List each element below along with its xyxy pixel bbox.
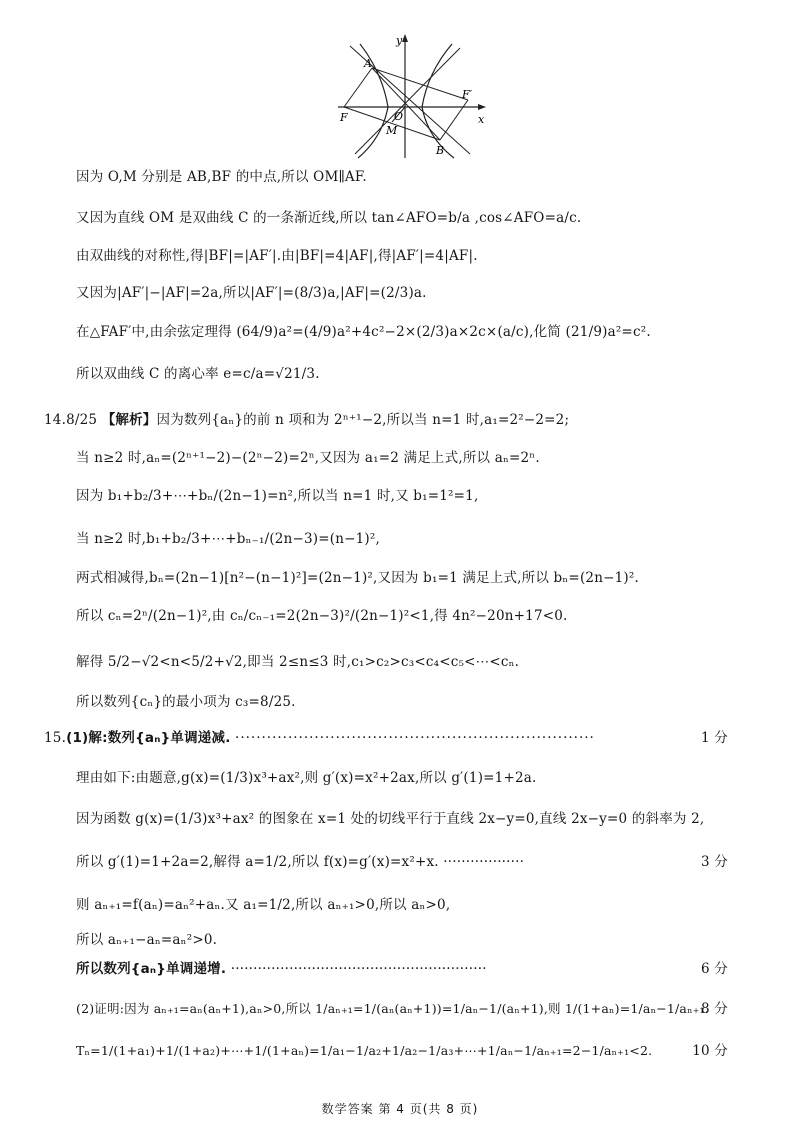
text-line-13: 解得 5/2−√2<n<5/2+√2,即当 2≤n≤3 时,c₁>c₂>c₃<c₄<c₅<⋯<cₙ. bbox=[76, 654, 520, 670]
label-B: B bbox=[436, 144, 445, 157]
segment-AFp bbox=[372, 68, 468, 100]
text-line-18: 所以 g′(1)=1+2a=2,解得 a=1/2,所以 f(x)=g′(x)=x²+x. bbox=[76, 854, 439, 870]
text-line-18-row: 所以 g′(1)=1+2a=2,解得 a=1/2,所以 f(x)=g′(x)=x²+x. ·················· 3 分 bbox=[0, 851, 728, 873]
y-axis-arrow bbox=[402, 34, 408, 42]
text-line-15: (1)解:数列{aₙ}单调递减. bbox=[66, 730, 231, 746]
score-8: 8 分 bbox=[701, 1001, 728, 1017]
label-O: O bbox=[394, 110, 404, 123]
text-line-10: 当 n≥2 时,b₁+b₂/3+⋯+bₙ₋₁/(2n−3)=(n−1)², bbox=[76, 531, 380, 547]
label-A: A bbox=[364, 57, 372, 70]
page-footer: 数学答案 第 4 页(共 8 页) bbox=[321, 1102, 479, 1116]
text-line-12: 所以 cₙ=2ⁿ/(2n−1)²,由 cₙ/cₙ₋₁=2(2n−3)²/(2n−1)²<1,得 4n²−20n+17<0. bbox=[76, 608, 568, 624]
text-line-21-row: 所以数列{aₙ}单调递增. ························································· 6 分 bbox=[0, 958, 728, 980]
text-line-23: Tₙ=1/(1+a₁)+1/(1+a₂)+⋯+1/(1+aₙ)=1/a₁−1/a₂+1/a₂−1/a₃+⋯+1/aₙ−1/aₙ₊₁=2−1/aₙ₊₁<2. bbox=[76, 1043, 653, 1058]
question-number: 15. bbox=[44, 730, 67, 746]
text-line-5: 在△FAF′中,由余弦定理得 (64/9)a²=(4/9)a²+4c²−2×(2/3)a×2c×(a/c),化简 (21/9)a²=c². bbox=[76, 324, 651, 340]
score-6: 6 分 bbox=[701, 961, 728, 977]
answer-value: 8/25 bbox=[66, 412, 98, 428]
text-line-7: 因为数列{aₙ}的前 n 项和为 2ⁿ⁺¹−2,所以当 n=1 时,a₁=2²−2=2; bbox=[156, 412, 570, 428]
label-y: y bbox=[396, 34, 403, 47]
text-line-9: 因为 b₁+b₂/3+⋯+bₙ/(2n−1)=n²,所以当 n=1 时,又 b₁=1²=1, bbox=[76, 488, 479, 504]
text-line-11: 两式相减得,bₙ=(2n−1)[n²−(n−1)²]=(2n−1)²,又因为 b₁=1 满足上式,所以 bₙ=(2n−1)². bbox=[76, 570, 639, 586]
text-line-6: 所以双曲线 C 的离心率 e=c/a=√21/3. bbox=[76, 366, 320, 382]
x-axis-arrow bbox=[478, 104, 486, 110]
text-line-19: 则 aₙ₊₁=f(aₙ)=aₙ²+aₙ.又 a₁=1/2,所以 aₙ₊₁>0,所以 aₙ>0, bbox=[76, 897, 451, 913]
text-line-22-row bbox=[76, 998, 728, 1020]
text-line-20: 所以 aₙ₊₁−aₙ=aₙ²>0. bbox=[76, 932, 218, 948]
label-M: M bbox=[386, 124, 398, 137]
text-line-22: (2)证明:因为 aₙ₊₁=aₙ(aₙ+1),aₙ>0,所以 1/aₙ₊₁=1/(aₙ(aₙ+1))=1/aₙ−1/(aₙ+1),则 1/(1+aₙ)=1/aₙ−1/aₙ₊₁. bbox=[76, 1001, 709, 1016]
label-Fp: F′ bbox=[462, 88, 473, 101]
text-line-2: 又因为直线 OM 是双曲线 C 的一条渐近线,所以 tan∠AFO=b/a ,cos∠AFO=a/c. bbox=[76, 210, 582, 226]
label-F: F bbox=[340, 111, 348, 124]
text-line-8: 当 n≥2 时,aₙ=(2ⁿ⁺¹−2)−(2ⁿ−2)=2ⁿ,又因为 a₁=2 满足上式,所以 aₙ=2ⁿ. bbox=[76, 450, 540, 466]
label-x: x bbox=[478, 113, 485, 126]
score-10: 10 分 bbox=[692, 1043, 728, 1059]
hyperbola-figure bbox=[330, 30, 510, 165]
text-line-23-row bbox=[76, 1040, 728, 1062]
text-line-21: 所以数列{aₙ}单调递增. bbox=[76, 961, 227, 977]
text-line-1: 因为 O,M 分别是 AB,BF 的中点,所以 OM∥AF. bbox=[76, 169, 367, 185]
analysis-tag: 【解析】 bbox=[101, 412, 157, 428]
score-1: 1 分 bbox=[701, 730, 728, 746]
score-3: 3 分 bbox=[701, 854, 728, 870]
text-line-16: 理由如下:由题意,g(x)=(1/3)x³+ax²,则 g′(x)=x²+2ax,所以 g′(1)=1+2a. bbox=[76, 770, 537, 786]
text-line-3: 由双曲线的对称性,得|BF|=|AF′|.由|BF|=4|AF|,得|AF′|=4|AF|. bbox=[76, 248, 478, 264]
hyperbola-right-branch bbox=[422, 44, 454, 158]
question-15-part1: 15.(1)解:数列{aₙ}单调递减. ···································································· 1 分 bbox=[44, 727, 728, 749]
question-number: 14. bbox=[44, 412, 67, 428]
text-line-4: 又因为|AF′|−|AF|=2a,所以|AF′|=(8/3)a,|AF|=(2/3)a. bbox=[76, 285, 427, 301]
question-14-header bbox=[44, 409, 569, 431]
text-line-17: 因为函数 g(x)=(1/3)x³+ax² 的图象在 x=1 处的切线平行于直线 2x−y=0,直线 2x−y=0 的斜率为 2, bbox=[76, 811, 705, 827]
segment-FA bbox=[344, 68, 372, 107]
hyperbola-left-branch bbox=[358, 44, 388, 158]
segment-FpB bbox=[440, 100, 468, 140]
text-line-14: 所以数列{cₙ}的最小项为 c₃=8/25. bbox=[76, 694, 296, 710]
